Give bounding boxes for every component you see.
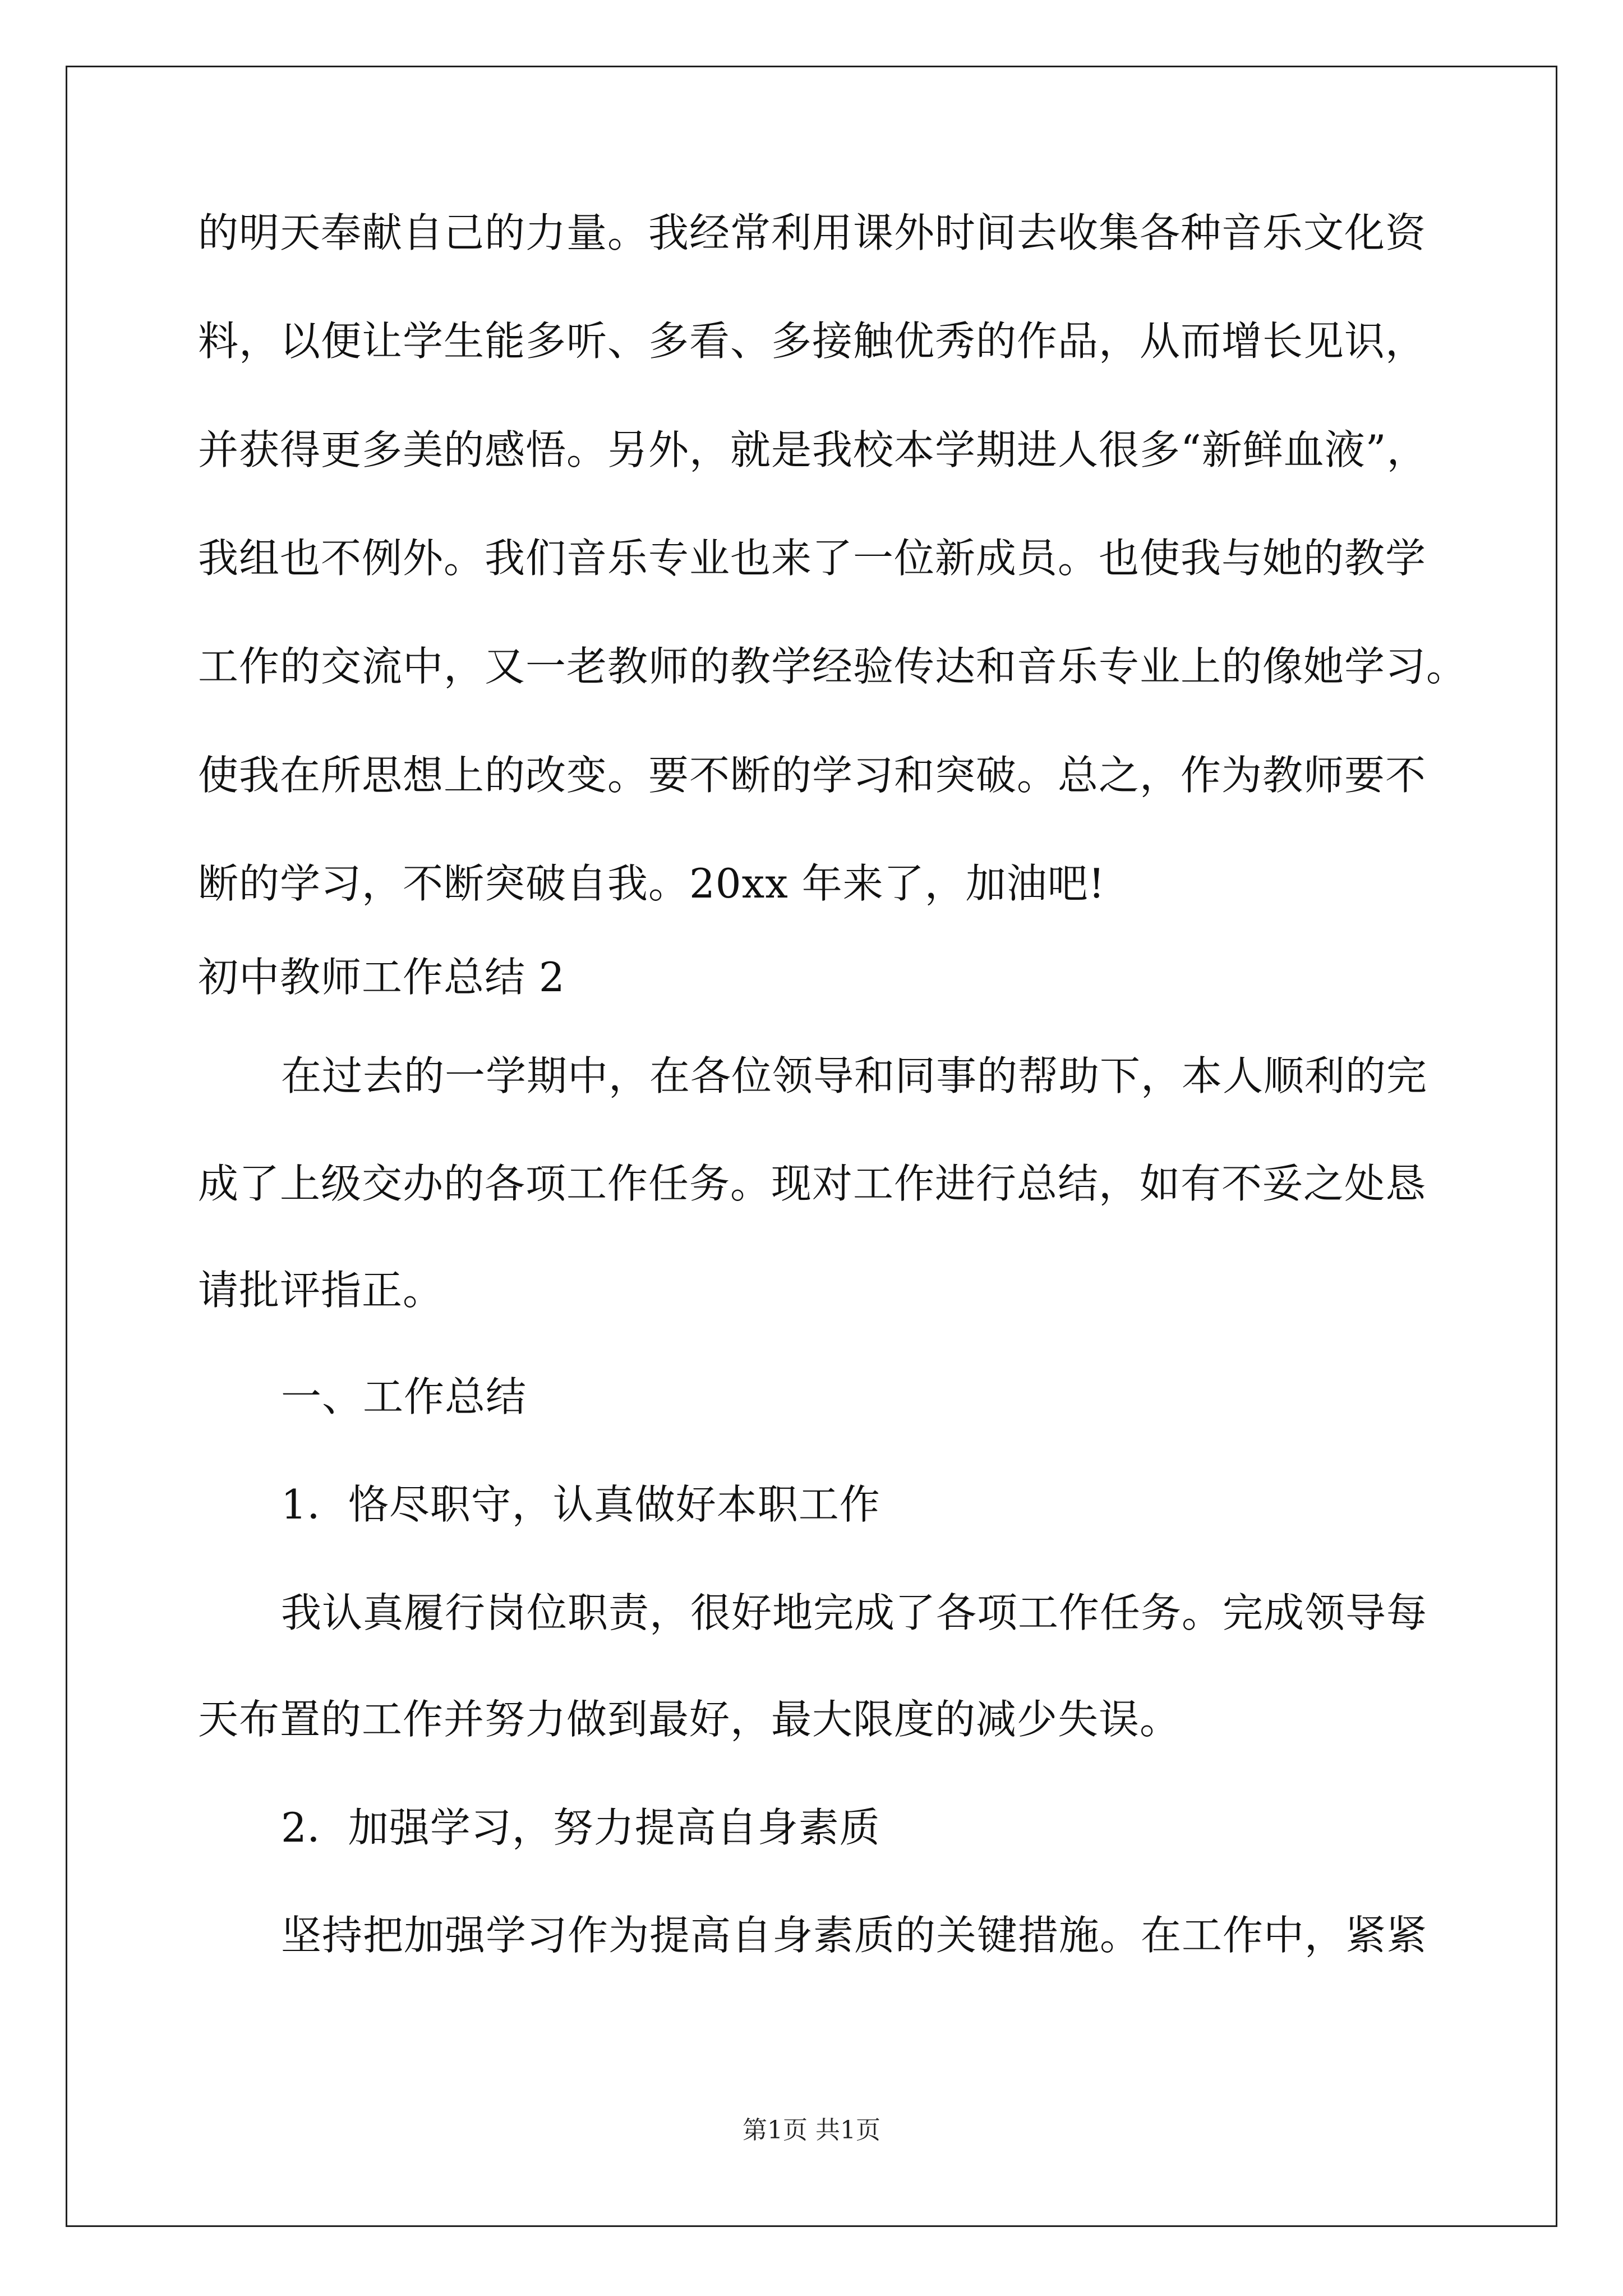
paragraph-line: 我组也不例外。我们音乐专业也来了一位新成员。也使我与她的教学 [198, 535, 1427, 582]
paragraph-line: 成了上级交办的各项工作任务。现对工作进行总结，如有不妥之处恳 [198, 1160, 1427, 1207]
page-number-footer: 第1页 共1页 [743, 2116, 880, 2145]
page-border [66, 66, 1557, 2227]
subsection-heading: 2．加强学习，努力提高自身素质 [281, 1804, 880, 1851]
subsection-heading: 一、工作总结 [281, 1373, 527, 1420]
subsection-heading: 1．恪尽职守，认真做好本职工作 [281, 1481, 880, 1528]
paragraph-line: 请批评指正。 [198, 1267, 444, 1314]
paragraph-line: 天布置的工作并努力做到最好，最大限度的减少失误。 [198, 1696, 1181, 1743]
paragraph-line: 料，以便让学生能多听、多看、多接触优秀的作品，从而增长见识， [198, 318, 1427, 365]
paragraph-line: 在过去的一学期中，在各位领导和同事的帮助下，本人顺利的完 [281, 1052, 1428, 1099]
section-heading: 初中教师工作总结 2 [198, 954, 565, 1001]
paragraph-line: 使我在所思想上的改变。要不断的学习和突破。总之，作为教师要不 [198, 752, 1427, 799]
paragraph-line: 并获得更多美的感悟。另外，就是我校本学期进人很多“新鲜血液”， [198, 426, 1428, 473]
paragraph-line: 坚持把加强学习作为提高自身素质的关键措施。在工作中，紧紧 [281, 1912, 1428, 1959]
paragraph-line: 工作的交流中，又一老教师的教学经验传达和音乐专业上的像她学习。 [198, 643, 1468, 690]
paragraph-line: 的明天奉献自己的力量。我经常利用课外时间去收集各种音乐文化资 [198, 209, 1427, 256]
paragraph-line: 断的学习，不断突破自我。20xx 年来了，加油吧! [198, 860, 1105, 907]
paragraph-line: 我认真履行岗位职责，很好地完成了各项工作任务。完成领导每 [281, 1589, 1428, 1636]
